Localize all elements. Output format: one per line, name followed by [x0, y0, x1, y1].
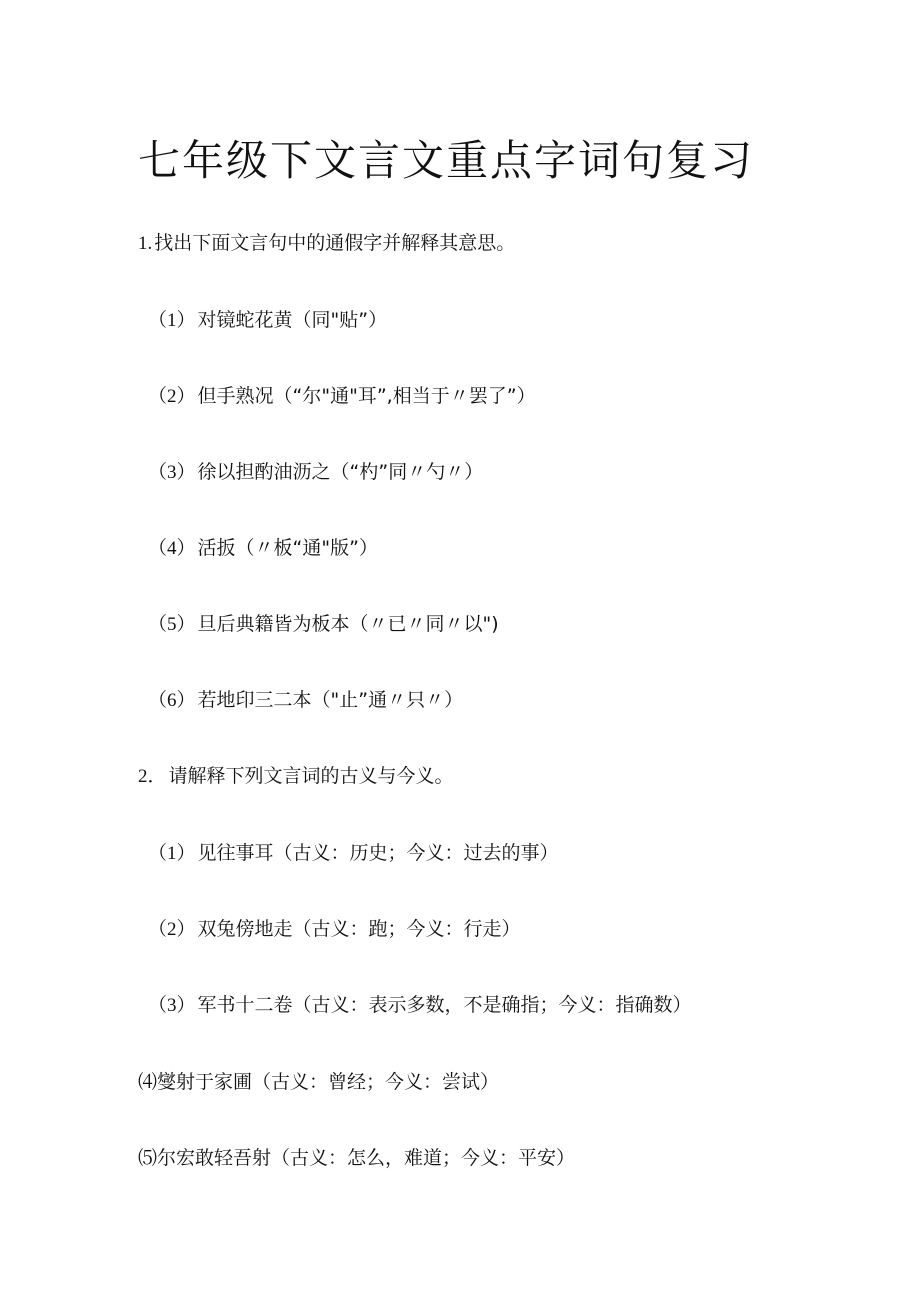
item-text: 旦后典籍皆为板本（〃已〃同〃以"): [197, 613, 499, 635]
item-number: （2）: [148, 386, 196, 407]
question-1: [138, 231, 515, 256]
list-item: [138, 1146, 575, 1170]
question-number: 2．: [138, 766, 167, 787]
item-text: 见往事耳（古义：历史；今义：过去的事）: [197, 842, 559, 864]
question-number: 1.: [138, 233, 153, 254]
item-text: 对镜蛇花黄（同"贴”）: [197, 309, 388, 331]
page-title: 七年级下文言文重点字词句复习: [138, 136, 755, 185]
item-number: （6）: [148, 690, 196, 711]
item-number: （5）: [148, 614, 196, 635]
item-text: 活扳（〃板“通"版”）: [197, 537, 378, 559]
list-item: [148, 688, 463, 713]
list-item: [148, 612, 499, 637]
list-item: [148, 536, 378, 561]
list-item: [148, 460, 483, 485]
item-number: （3）: [148, 462, 196, 483]
item-number: （3）: [148, 995, 196, 1016]
item-number: （4）: [148, 538, 196, 559]
item-number: ⑸: [138, 1147, 158, 1169]
item-text: 军书十二卷（古义：表示多数，不是确指；今义：指确数）: [197, 994, 692, 1016]
item-text: 燮射于家圃（古义：曾经；今义：尝试）: [157, 1071, 500, 1093]
list-item: [148, 917, 521, 942]
list-item: [148, 384, 536, 409]
question-2: [138, 764, 454, 789]
list-item: [138, 1070, 499, 1094]
question-text: 请解释下列文言词的古义与今义。: [168, 765, 454, 787]
question-text: 找出下面文言句中的通假字并解释其意思。: [154, 232, 516, 254]
item-number: ⑷: [138, 1071, 158, 1093]
item-number: （2）: [148, 919, 196, 940]
item-number: （1）: [148, 843, 196, 864]
item-text: 徐以担酌油沥之（“杓”同〃勺〃）: [197, 461, 484, 483]
item-text: 但手熟况（“尔"通"耳”,相当于〃罢了”）: [197, 385, 536, 407]
item-text: 尔宏敢轻吾射（古义：怎么，难道；今义：平安）: [157, 1147, 576, 1169]
list-item: [148, 308, 387, 333]
item-text: 若地印三二本（"止”通〃只〃）: [197, 689, 464, 711]
item-number: （1）: [148, 310, 196, 331]
list-item: [148, 841, 559, 866]
item-text: 双兔傍地走（古义：跑；今义：行走）: [197, 918, 521, 940]
list-item: [148, 993, 692, 1018]
